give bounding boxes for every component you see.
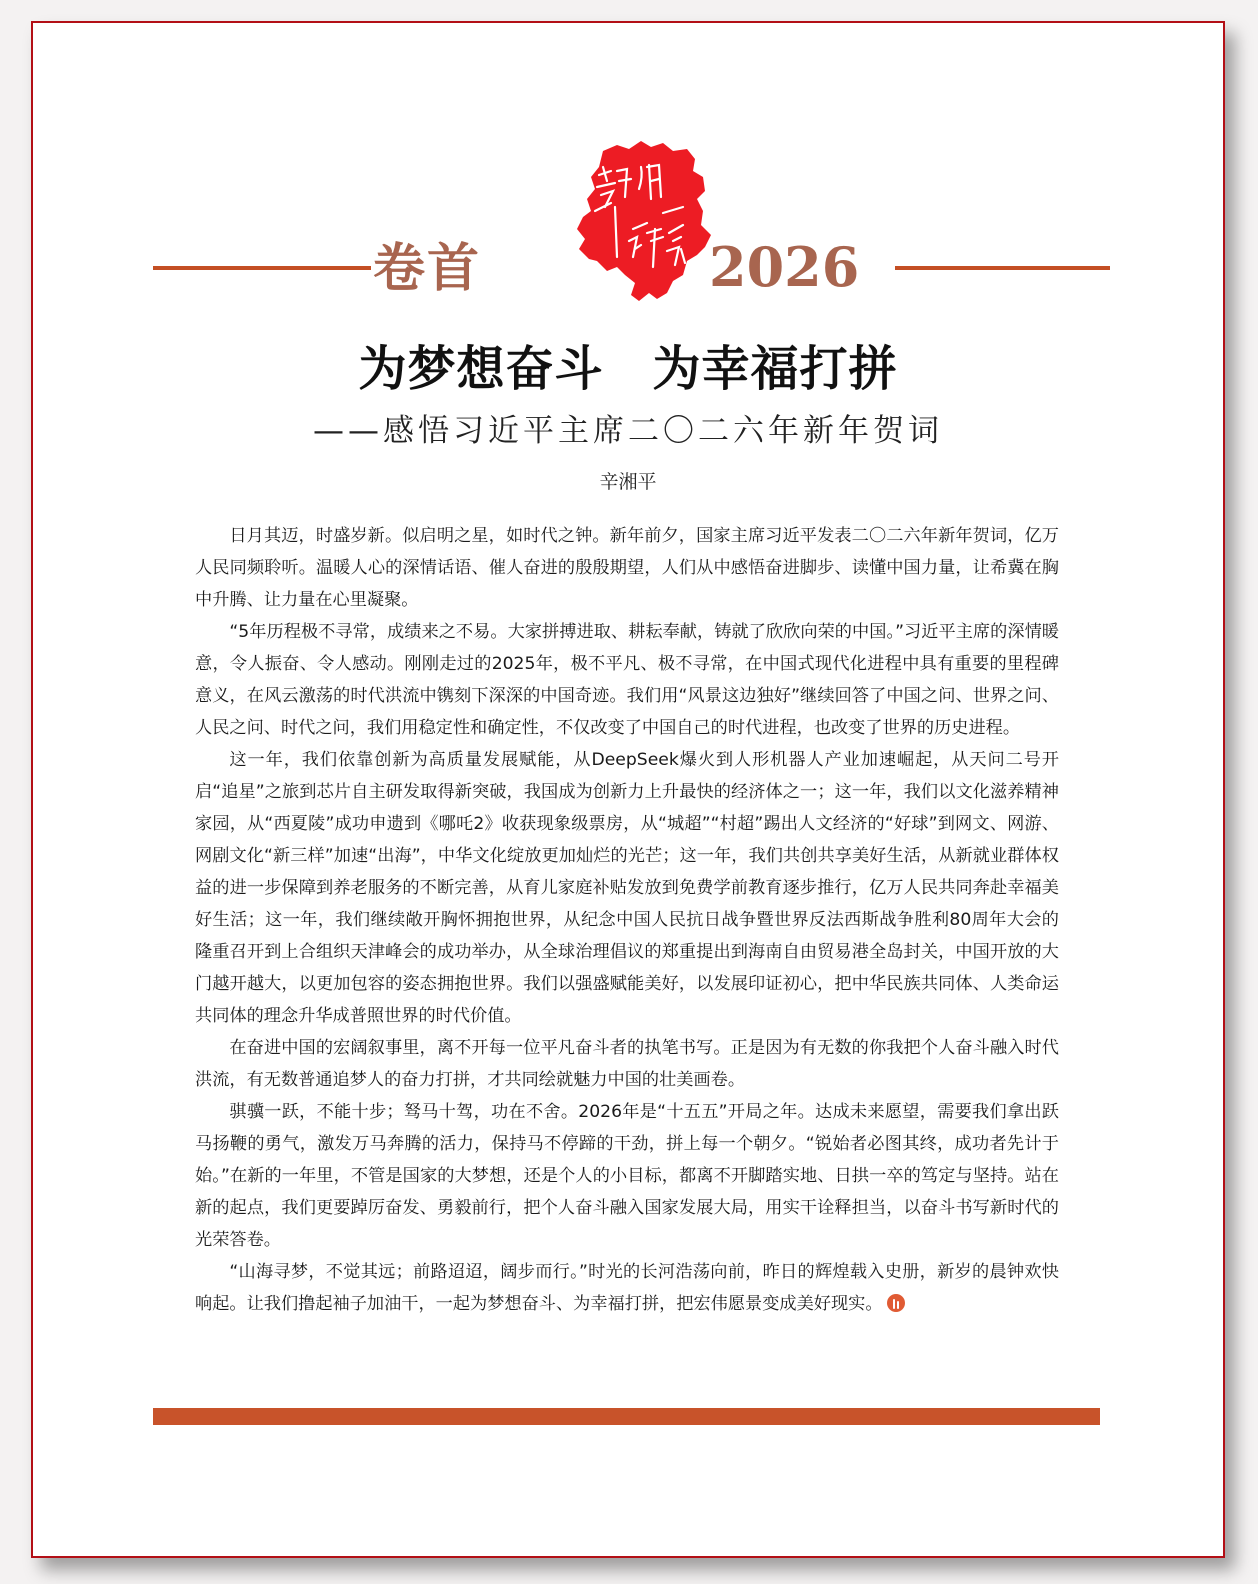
footer-bar (153, 1408, 1100, 1425)
article-end-mark-icon (887, 1294, 905, 1312)
header-year: 2026 (709, 235, 860, 299)
article-body (195, 520, 1059, 1320)
paragraph: 日月其迈，时盛岁新。似启明之星，如时代之钟。新年前夕，国家主席习近平发表二〇二六年新年贺词，亿万人民同频聆听。温暖人心的深情话语、催人奋进的殷殷期望，人们从中感悟奋进脚步、读懂中国力量，让希冀在胸中升腾、让力量在心里凝聚。 (195, 526, 1059, 610)
section-label: 卷首 (373, 239, 482, 299)
paragraph-last (195, 1256, 1059, 1320)
article-subtitle: ——感悟习近平主席二〇二六年新年贺词 (313, 413, 943, 449)
article-title: 为梦想奋斗 为幸福打拼 (358, 341, 898, 397)
paragraph: “5年历程极不寻常，成绩来之不易。大家拼搏进取、耕耘奉献，铸就了欣欣向荣的中国。”习近平主席的深情暖意，令人振奋、令人感动。刚刚走过的2025年，极不平凡、极不寻常，在中国式现代化进程中具有重要的里程碑意义，在风云激荡的时代洪流中镌刻下深深的中国奇迹。我们用“风景这边独好”继续回答了中国之问、世界之问、人民之问、时代之问，我们用稳定性和确定性，不仅改变了中国自己的时代进程，也改变了世界的历史进程。 (195, 622, 1059, 738)
paragraph-last-text: “山海寻梦，不觉其远；前路迢迢，阔步而行。”时光的长河浩荡向前，昨日的辉煌载入史册，新岁的晨钟欢快响起。让我们撸起袖子加油干，一起为梦想奋斗、为幸福打拼，把宏伟愿景变成美好现实。 (195, 1262, 1059, 1314)
paragraph: 骐骥一跃，不能十步；驽马十驾，功在不舍。2026年是“十五五”开局之年。达成未来愿望，需要我们拿出跃马扬鞭的勇气，激发万马奔腾的活力，保持马不停蹄的干劲，拼上每一个朝夕。“锐始者必图其终，成功者先计于始。”在新的一年里，不管是国家的大梦想，还是个人的小目标，都离不开脚踏实地、日拱一卒的笃定与坚持。站在新的起点，我们更要踔厉奋发、勇毅前行，把个人奋斗融入国家发展大局，用实干诠释担当，以奋斗书写新时代的光荣答卷。 (195, 1102, 1059, 1250)
header-rule-right (895, 266, 1110, 270)
hunan-map-logo-icon (555, 137, 725, 305)
paragraph: 这一年，我们依靠创新为高质量发展赋能，从DeepSeek爆火到人形机器人产业加速崛起，从天问二号开启“追星”之旅到芯片自主研发取得新突破，我国成为创新力上升最快的经济体之一；这一年，我们以文化滋养精神家园，从“西夏陵”成功申遗到《哪吒2》收获现象级票房，从“城超”“村超”踢出人文经济的“好球”到网文、网游、网剧文化“新三样”加速“出海”，中华文化绽放更加灿烂的光芒；这一年，我们共创共享美好生活，从新就业群体权益的进一步保障到养老服务的不断完善，从育儿家庭补贴发放到免费学前教育逐步推行，亿万人民共同奔赴幸福美好生活；这一年，我们继续敞开胸怀拥抱世界，从纪念中国人民抗日战争暨世界反法西斯战争胜利80周年大会的隆重召开到上合组织天津峰会的成功举办，从全球治理倡议的郑重提出到海南自由贸易港全岛封关，中国开放的大门越开越大，以更加包容的姿态拥抱世界。我们以强盛赋能美好，以发展印证初心，把中华民族共同体、人类命运共同体的理念升华成普照世界的时代价值。 (195, 750, 1059, 1026)
paragraph: 在奋进中国的宏阔叙事里，离不开每一位平凡奋斗者的执笔书写。正是因为有无数的你我把个人奋斗融入时代洪流，有无数普通追梦人的奋力打拼，才共同绘就魅力中国的壮美画卷。 (195, 1038, 1059, 1090)
header-rule-left (153, 266, 371, 270)
magazine-page (31, 21, 1225, 1558)
article-author: 辛湘平 (599, 471, 657, 493)
